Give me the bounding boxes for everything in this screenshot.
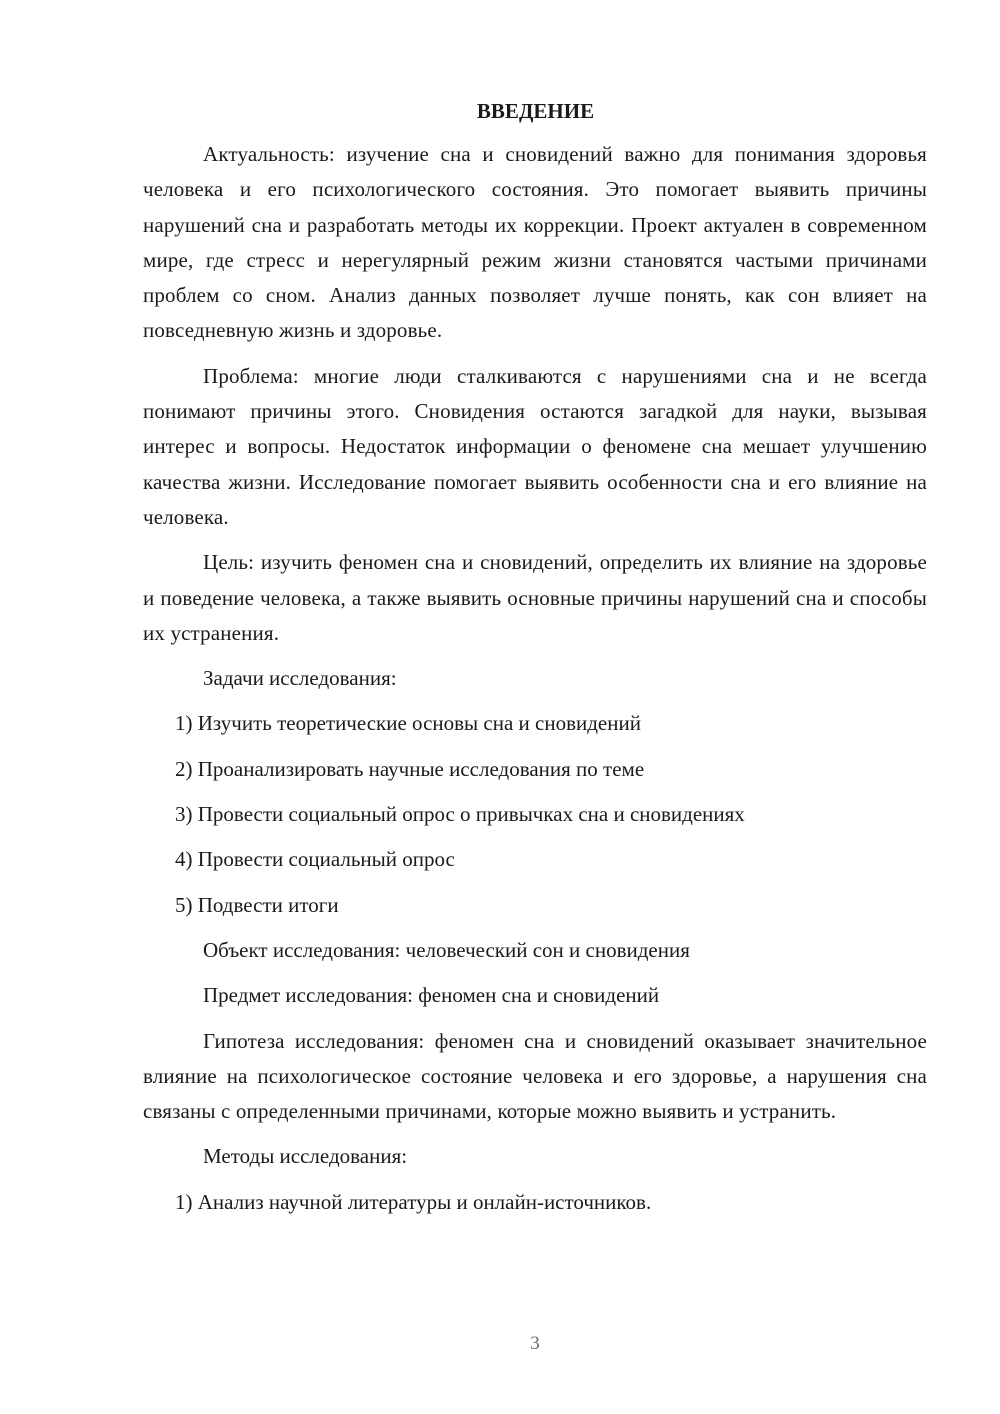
task-item-3: 3) Провести социальный опрос о привычках сна и сновидениях xyxy=(175,802,745,827)
problem-paragraph: Проблема: многие люди сталкиваются с нарушениями сна и не всегда понимают причины этого. Сновидения остаются загадкой для науки, вызывая интерес и вопросы. Недостаток информации о феномене сна мешает улучшению качества жизни. Исследование помогает выявить особенности сна и его влияние на человека. xyxy=(143,363,927,529)
hypothesis-paragraph: Гипотеза исследования: феномен сна и сновидений оказывает значительное влияние на психологическое состояние человека и его здоровье, а нарушения сна связаны с определенными причинами, которые можно выявить и устранить. xyxy=(143,1028,927,1124)
task-item-2: 2) Проанализировать научные исследования по теме xyxy=(175,756,645,781)
tasks-heading: Задачи исследования: xyxy=(203,666,397,691)
methods-heading: Методы исследования: xyxy=(203,1144,408,1169)
task-item-5: 5) Подвести итоги xyxy=(175,892,339,917)
task-item-4: 4) Провести социальный опрос xyxy=(175,847,455,872)
page-title: ВВЕДЕНИЕ xyxy=(476,99,595,123)
method-item-1: 1) Анализ научной литературы и онлайн-источников. xyxy=(175,1189,652,1214)
task-item-1: 1) Изучить теоретические основы сна и сновидений xyxy=(175,711,641,736)
relevance-paragraph: Актуальность: изучение сна и сновидений важно для понимания здоровья человека и его психологического состояния. Это помогает выявить причины нарушений сна и разработать методы их коррекции. Проект актуален в современном мире, где стресс и нерегулярный режим жизни становятся частыми причинами проблем со сном. Анализ данных позволяет лучше понять, как сон влияет на повседневную жизнь и здоровье. xyxy=(143,142,927,343)
research-object: Объект исследования: человеческий сон и сновидения xyxy=(203,937,690,962)
research-subject: Предмет исследования: феномен сна и сновидений xyxy=(203,983,660,1008)
page-number: 3 xyxy=(530,1333,540,1354)
document-page xyxy=(143,94,927,1230)
goal-paragraph: Цель: изучить феномен сна и сновидений, определить их влияние на здоровье и поведение человека, а также выявить основные причины нарушений сна и способы их устранения. xyxy=(143,550,927,645)
